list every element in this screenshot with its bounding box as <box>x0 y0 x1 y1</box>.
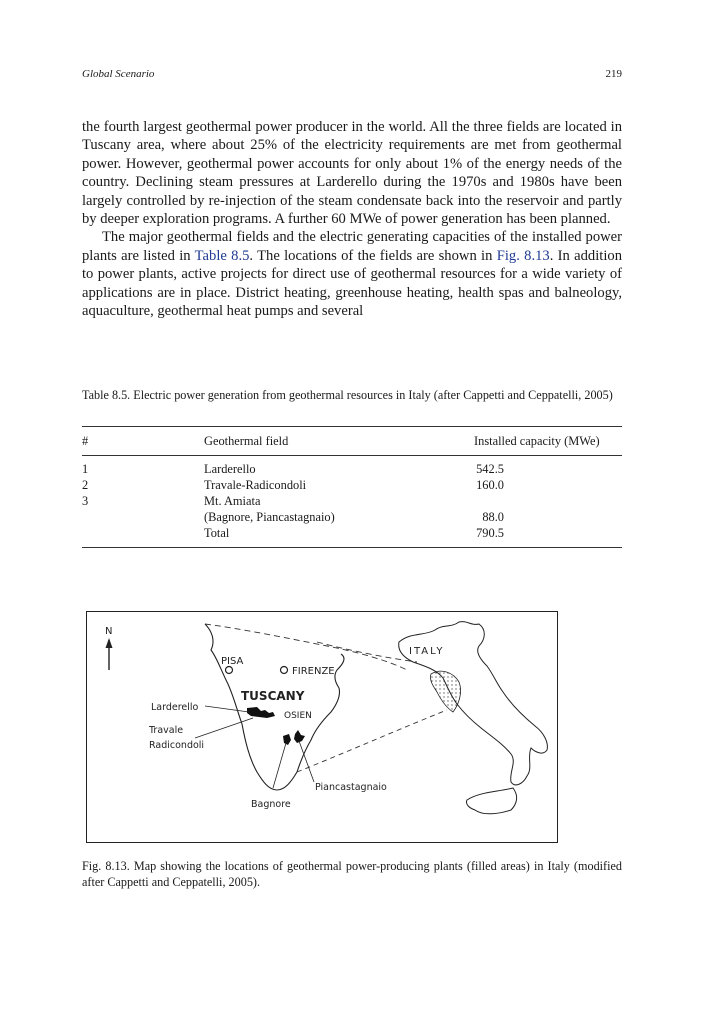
page-number: 219 <box>605 68 622 80</box>
paragraph-1: the fourth largest geothermal power producer in the world. All the three fields are located in Tuscany area, where about 25% of the electricity requirements are met from geothermal power. However, geothermal power accounts for only about 1% of the energy needs of the country. Declining steam pressures at Larderello during the 1970s and 1980s have been largely controlled by re-injection of the steam condensate back into the reservoir and partly by deeper exploration programs. A further 60 MWe of power generation has been planned. <box>82 119 622 228</box>
running-title: Global Scenario <box>82 68 155 80</box>
header-capacity: Installed capacity (MWe) <box>474 434 600 448</box>
row-field: Mt. Amiata <box>204 494 261 508</box>
larderello-filled-area <box>247 707 275 718</box>
mt-amiata-filled-area-1 <box>283 734 291 745</box>
table-row <box>82 525 622 541</box>
row-number: 1 <box>82 462 89 476</box>
tuscany-dotted-region <box>430 671 460 712</box>
map-svg <box>87 612 557 842</box>
mt-amiata-filled-area-2 <box>294 730 305 743</box>
north-arrow-icon <box>106 638 113 670</box>
table-reference-link[interactable]: Table 8.5 <box>194 247 250 264</box>
header-field: Geothermal field <box>204 434 289 448</box>
table-row <box>82 509 622 525</box>
row-capacity: 790.5 <box>476 526 504 540</box>
row-capacity: 160.0 <box>476 478 504 492</box>
bagnore-leader-line <box>273 743 286 788</box>
larderello-label: Larderello <box>151 702 199 713</box>
paragraph-2-part-c: . In addition to power plants, active projects for direct use of geothermal resources for a wide variety of applications are in place. District heating, greenhouse heating, health spas and balneology, aquaculture, geothermal heat pumps and several <box>82 247 622 320</box>
header-number: # <box>82 434 89 448</box>
row-capacity: 542.5 <box>476 462 504 476</box>
row-field: Travale-Radicondoli <box>204 478 307 492</box>
italy-label: ITALY <box>409 646 445 657</box>
paragraph-2 <box>82 228 622 320</box>
firenze-label: FIRENZE <box>292 666 335 677</box>
figure-reference-link[interactable]: Fig. 8.13 <box>496 247 550 264</box>
firenze-marker-icon <box>281 667 288 674</box>
italy-map-figure <box>86 611 558 843</box>
paragraph-2-part-a: The major geothermal fields and the electric generating capacities of the installed power plants are listed in <box>82 229 622 264</box>
row-number: 2 <box>82 478 89 492</box>
row-field: Total <box>204 526 230 540</box>
row-capacity: 88.0 <box>482 510 504 524</box>
pisa-marker-icon <box>226 667 233 674</box>
table-row <box>82 493 622 509</box>
osien-label: OSIEN <box>284 711 312 721</box>
table-row <box>82 461 622 477</box>
data-table <box>82 426 622 548</box>
table-header-row <box>82 427 622 455</box>
bagnore-label: Bagnore <box>251 799 291 810</box>
dashed-boundary-lower <box>297 710 447 772</box>
radicondoli-label: Radicondoli <box>149 740 205 751</box>
figure-caption: Fig. 8.13. Map showing the locations of geothermal power-producing plants (filled areas) in Italy (modified after Cappetti and Ceppatelli, 2005). <box>82 859 622 889</box>
sicily-outline <box>466 788 516 814</box>
table-caption: Table 8.5. Electric power generation from geothermal resources in Italy (after Cappetti and Ceppatelli, 2005) <box>82 388 613 402</box>
row-field: (Bagnore, Piancastagnaio) <box>204 510 335 524</box>
north-label: N <box>105 626 113 637</box>
travale-label: Travale <box>149 725 184 736</box>
dashed-boundary-upper-right <box>317 642 417 662</box>
body-text <box>82 118 622 320</box>
pisa-label: PISA <box>221 656 244 667</box>
paragraph-2-part-b: . The locations of the fields are shown in <box>249 247 497 264</box>
larderello-leader-line <box>205 706 249 712</box>
row-field: Larderello <box>204 462 256 476</box>
table-row <box>82 477 622 493</box>
table-bottom-rule <box>82 547 622 548</box>
tuscany-outline <box>205 624 344 790</box>
tuscany-label: TUSCANY <box>241 689 305 703</box>
piancastagnaio-label: Piancastagnaio <box>315 782 387 793</box>
row-number: 3 <box>82 494 89 508</box>
